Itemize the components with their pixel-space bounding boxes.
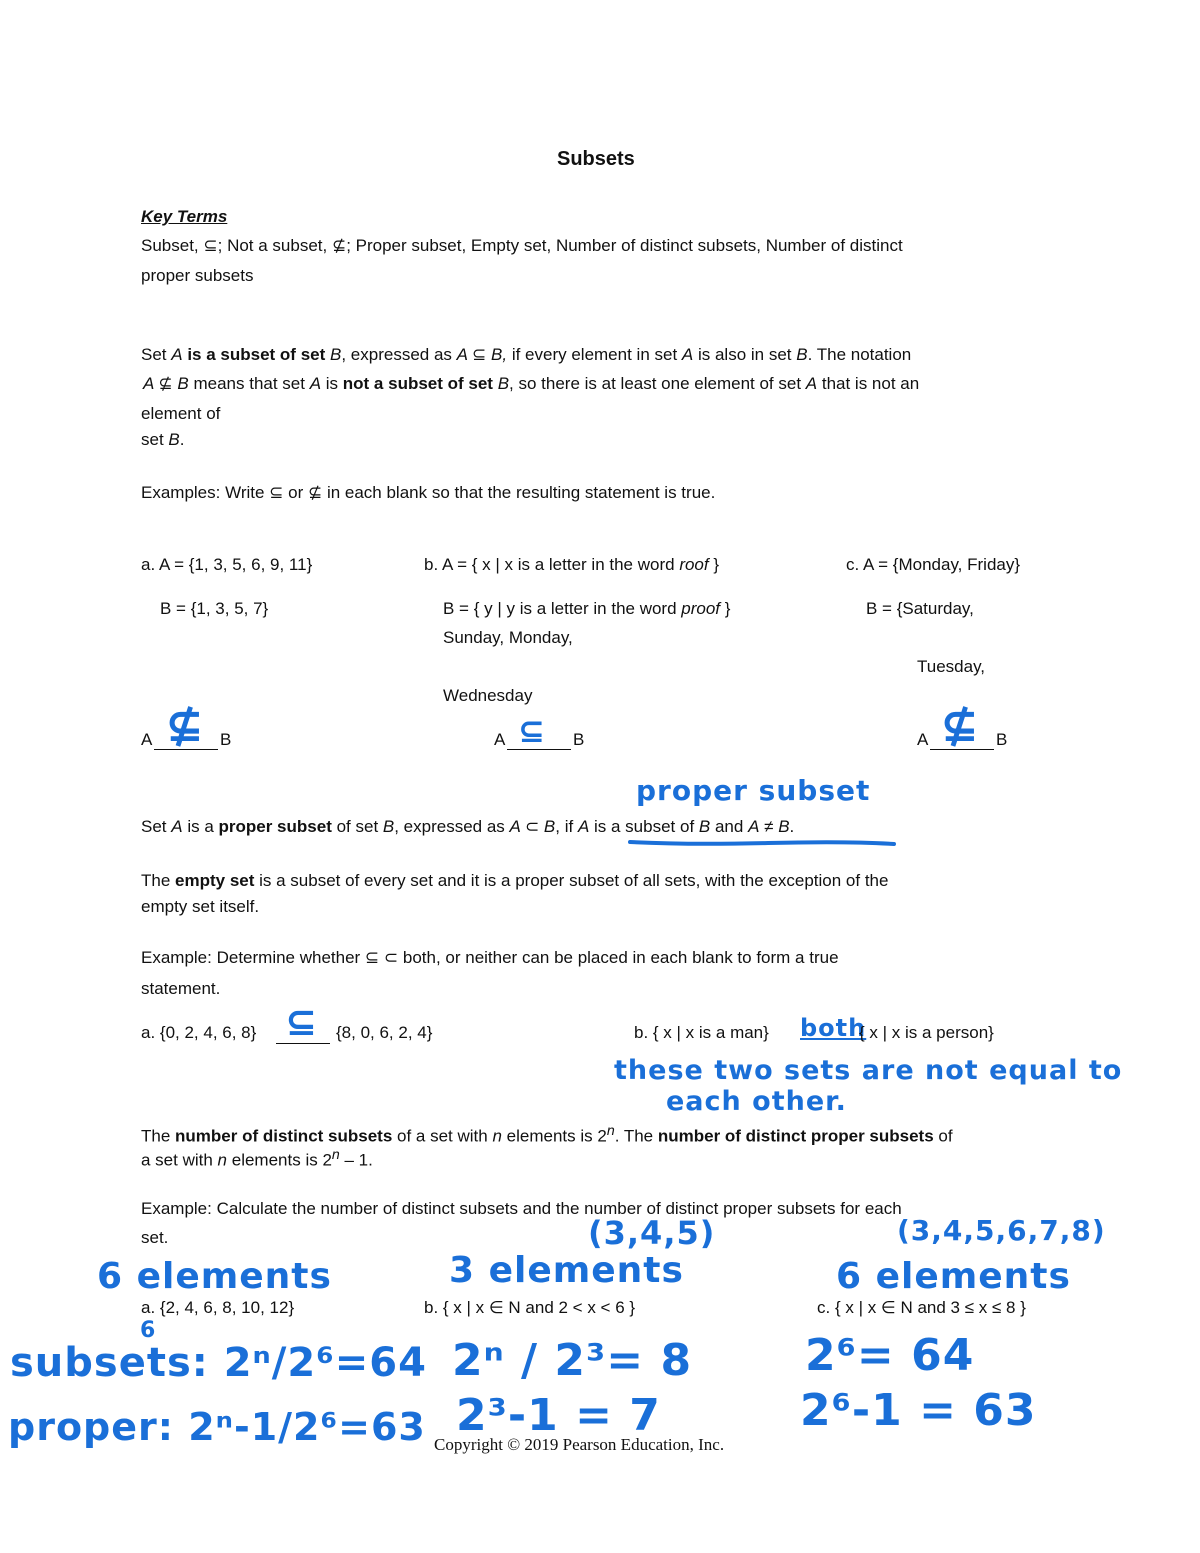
examples3-prompt: Example: Calculate the number of distinct subsets and the number of distinct proper subsets for each	[141, 1199, 902, 1218]
example2-b-right: { x | x is a person}	[859, 1023, 994, 1042]
blank-b-right: B	[573, 730, 585, 749]
page-title: Subsets	[557, 148, 635, 170]
handwritten-c-proper: 2⁶-1 = 63	[800, 1385, 1037, 1436]
example2-b-left: b. { x | x is a man}	[634, 1023, 769, 1042]
example1-c-setA: c. A = {Monday, Friday}	[846, 555, 1021, 574]
example1-b-extra1: Sunday, Monday,	[443, 628, 573, 647]
example3-c: c. { x | x ∈ N and 3 ≤ x ≤ 8 }	[817, 1298, 1026, 1317]
handwritten-note-line1: these two sets are not equal to	[614, 1055, 1123, 1086]
handwritten-set-b-elements: (3,4,5)	[588, 1214, 716, 1252]
examples3-prompt2: set.	[141, 1228, 169, 1247]
handwritten-a-mark: 6	[140, 1318, 157, 1343]
handwritten-a-count: 6 elements	[97, 1256, 332, 1297]
example1-c-extra: Tuesday,	[917, 657, 986, 676]
key-terms-line2: proper subsets	[141, 266, 254, 285]
blank-b-left: A	[494, 730, 506, 749]
examples2-prompt: Example: Determine whether ⊆ ⊂ both, or neither can be placed in each blank to form a true	[141, 948, 839, 967]
handwritten-c-subsets: 2⁶= 64	[805, 1330, 975, 1381]
example1-b-extra2: Wednesday	[443, 686, 533, 705]
example2-a-left: a. {0, 2, 4, 6, 8}	[141, 1023, 257, 1042]
proper-subset-underline-mark	[628, 836, 898, 850]
example3-b: b. { x | x ∈ N and 2 < x < 6 }	[424, 1298, 636, 1317]
example1-b-setB: B = { y | y is a letter in the word proof }	[443, 599, 731, 618]
proper-subset-definition: Set A is a proper subset of set B, expressed as A ⊂ B, if A is a subset of B and A ≠ B.	[141, 817, 795, 836]
blank-a-right: B	[220, 730, 232, 749]
handwritten-c-count: 6 elements	[836, 1256, 1071, 1297]
handwritten-b-proper: 2³-1 = 7	[456, 1390, 661, 1441]
blank-a-left: A	[141, 730, 153, 749]
example1-a-setA: a. A = {1, 3, 5, 6, 9, 11}	[141, 555, 313, 574]
example1-a-setB: B = {1, 3, 5, 7}	[160, 599, 269, 618]
handwritten-a-subsets: subsets: 2ⁿ/2⁶=64	[10, 1340, 427, 1386]
definition-line1: Set A is a subset of set B, expressed as A ⊆ B, if every element in set A is also in set B. The notation	[141, 345, 912, 364]
number-subsets-line1: The number of distinct subsets of a set with n elements is 2$^n$. The number of distinct proper subsets of	[141, 1123, 953, 1146]
handwritten-note-line2: each other.	[666, 1086, 847, 1117]
key-terms-line1: Subset, ⊆; Not a subset, ⊈; Proper subset, Empty set, Number of distinct subsets, Number of distinct	[141, 236, 903, 255]
handwritten-set-c-elements: (3,4,5,6,7,8)	[897, 1214, 1106, 1247]
copyright-footer: Copyright © 2019 Pearson Education, Inc.	[434, 1435, 725, 1454]
answer-c-handwritten: ⊈	[940, 698, 980, 752]
handwritten-b-count: 3 elements	[449, 1250, 684, 1291]
examples1-prompt: Examples: Write ⊆ or ⊈ in each blank so that the resulting statement is true.	[141, 483, 716, 502]
definition-line3: element of	[141, 404, 221, 423]
example2-a-answer: ⊆	[285, 1000, 318, 1044]
handwritten-a-proper: proper: 2ⁿ-1/2⁶=63	[8, 1405, 426, 1449]
example2-b-answer: both	[800, 1014, 867, 1042]
blank-c-left: A	[917, 730, 929, 749]
example1-b-setA: b. A = { x | x is a letter in the word roof }	[424, 555, 720, 574]
empty-set-line2: empty set itself.	[141, 897, 260, 916]
key-terms-heading: Key Terms	[141, 207, 228, 226]
definition-line2: A ⊈ B means that set A is not a subset of set B, so there is at least one element of set A that is not an	[143, 374, 920, 393]
number-subsets-line2: a set with n elements is 2$^n$ – 1.	[141, 1147, 373, 1170]
example3-a: a. {2, 4, 6, 8, 10, 12}	[141, 1298, 295, 1317]
handwritten-b-subsets: 2ⁿ / 2³= 8	[452, 1335, 693, 1386]
answer-a-handwritten: ⊈	[165, 698, 205, 752]
example2-a-right: {8, 0, 6, 2, 4}	[336, 1023, 433, 1042]
definition-line4: set B.	[141, 430, 185, 449]
example1-c-setB: B = {Saturday,	[866, 599, 974, 618]
proper-subset-annotation: proper subset	[636, 774, 871, 807]
blank-c-right: B	[996, 730, 1008, 749]
empty-set-line1: The empty set is a subset of every set and it is a proper subset of all sets, with the exception of the	[141, 871, 889, 890]
answer-b-handwritten: ⊆	[518, 712, 546, 750]
examples2-prompt2: statement.	[141, 979, 221, 998]
